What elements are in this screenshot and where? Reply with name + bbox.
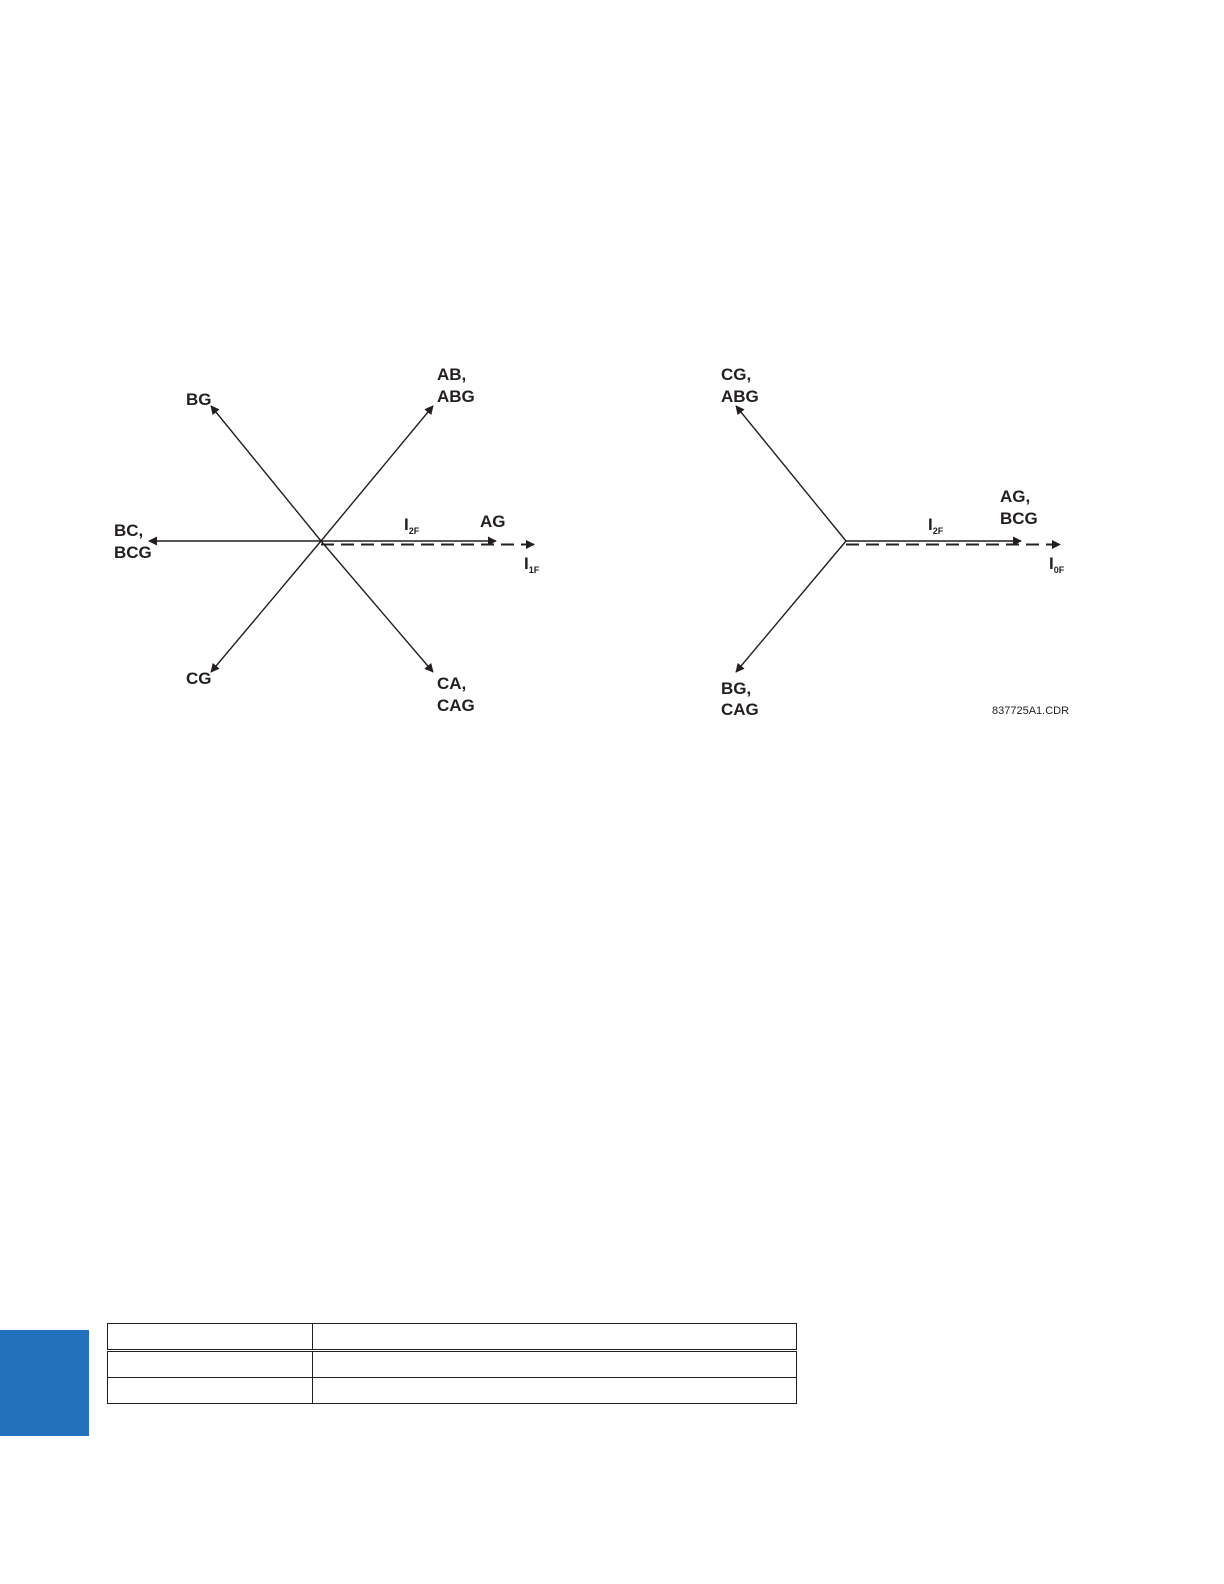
label-ca: CA, [437, 674, 467, 693]
label-ag: AG [480, 512, 506, 531]
label-abg-right: ABG [721, 387, 759, 406]
data-table [107, 1323, 797, 1404]
label-i1f: $I_{1F}$ [524, 554, 540, 575]
label-cag: CAG [437, 696, 475, 715]
table-header-row [108, 1324, 797, 1351]
label-i2f-right: $I_{2F}$ [928, 515, 944, 536]
label-bc: BC, [114, 521, 144, 540]
phasor-diagram-left [149, 406, 534, 672]
label-ag-right: AG, [1000, 487, 1031, 506]
table-cell [313, 1351, 797, 1378]
label-cg-right: CG, [721, 365, 752, 384]
phasor-cg-abg [736, 406, 846, 541]
phasor-diagram-right [736, 406, 1060, 672]
table-cell [108, 1351, 313, 1378]
label-abg: ABG [437, 387, 475, 406]
table-cell [108, 1378, 313, 1404]
label-bg: BG [186, 390, 212, 409]
phasor-ca [321, 541, 433, 672]
label-ab: AB, [437, 365, 467, 384]
table-row [108, 1351, 797, 1378]
phasor-cg [211, 541, 321, 672]
phasor-bg [211, 406, 321, 541]
table-row [108, 1378, 797, 1404]
chapter-side-tab [0, 1330, 89, 1436]
table-cell [313, 1378, 797, 1404]
labels-right [721, 365, 1069, 719]
label-i2f: $I_{2F}$ [404, 515, 420, 536]
table-cell [313, 1324, 797, 1351]
phasor-ab [321, 406, 433, 541]
label-bcg-right: BCG [1000, 509, 1038, 528]
table-cell [108, 1324, 313, 1351]
phasor-diagrams [0, 0, 1224, 760]
figure-reference: 837725A1.CDR [992, 705, 1070, 717]
phasor-bg-cag [736, 541, 846, 672]
labels-left [114, 365, 540, 715]
label-bcg: BCG [114, 543, 152, 562]
label-i0f: $I_{0F}$ [1049, 554, 1065, 575]
label-cag-right: CAG [721, 700, 759, 719]
label-cg: CG [186, 669, 212, 688]
label-bg-right: BG, [721, 679, 752, 698]
